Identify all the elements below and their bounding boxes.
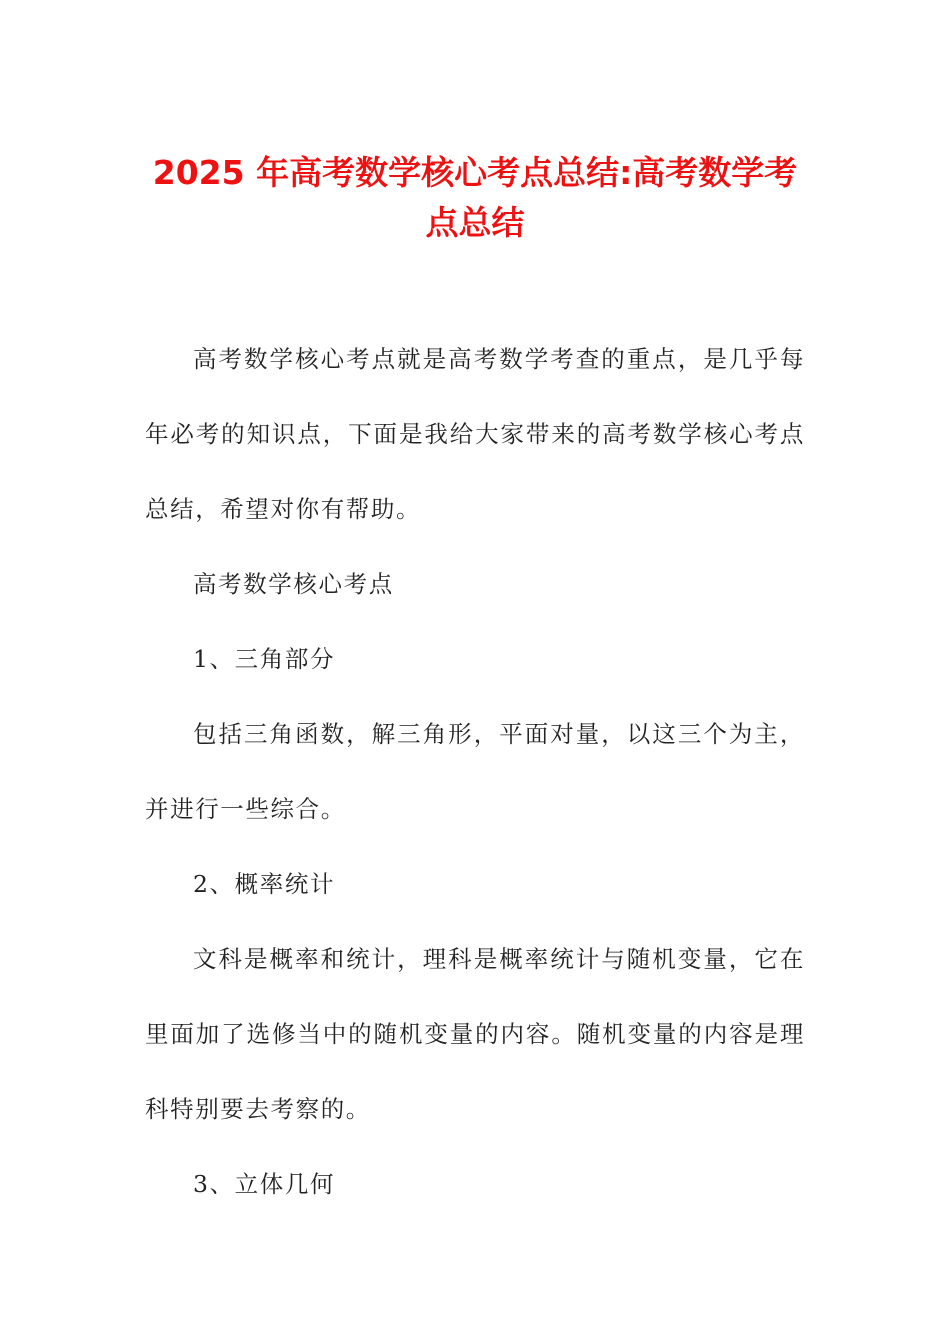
item-heading-geometry: 3、立体几何 bbox=[193, 1170, 336, 1198]
probability-paragraph: 文科是概率和统计，理科是概率统计与随机变量，它在里面加了选修当中的随机变量的内容。随机变量的内容是理科特别要去考察的。 bbox=[145, 945, 805, 1123]
document-title: 2025 年高考数学核心考点总结:高考数学考点总结 bbox=[152, 153, 798, 242]
item-heading-probability: 2、概率统计 bbox=[193, 870, 336, 898]
item-heading-trig: 1、三角部分 bbox=[193, 645, 336, 673]
document-body bbox=[145, 322, 805, 1222]
trig-paragraph: 包括三角函数，解三角形，平面对量，以这三个为主，并进行一些综合。 bbox=[145, 720, 805, 823]
intro-paragraph: 高考数学核心考点就是高考数学考查的重点，是几乎每年必考的知识点，下面是我给大家带来的高考数学核心考点总结，希望对你有帮助。 bbox=[145, 345, 805, 523]
section-heading: 高考数学核心考点 bbox=[193, 570, 394, 598]
